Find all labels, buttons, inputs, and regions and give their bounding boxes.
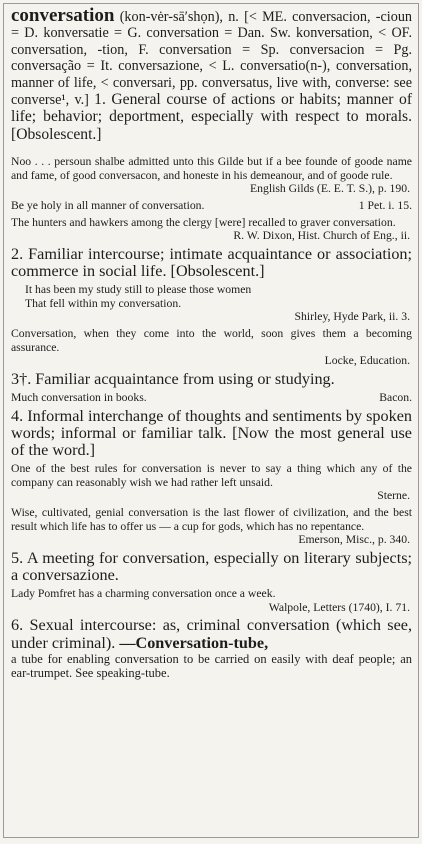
quote-2-row: [11, 199, 412, 213]
entry-header: [11, 5, 413, 143]
quote-6: Much conversation in books.: [11, 390, 147, 404]
sense-3: 3†. Familiar acquaintance from using or studying.: [11, 369, 335, 388]
quote-7-source: Sterne.: [377, 489, 410, 503]
quote-2: Be ye holy in all manner of conversation.: [11, 199, 205, 213]
quote-9-source: Walpole, Letters (1740), I. 71.: [268, 600, 410, 614]
quote-8-source: Emerson, Misc., p. 340.: [298, 533, 410, 547]
quote-3-source: R. W. Dixon, Hist. Church of Eng., ii.: [233, 229, 410, 243]
quote-1: Noo . . . persoun shalbe admitted unto this Gilde but if a bee founde of goode name and fame, of good conversacon, and honeste in his demeanour, and of goode rule.: [11, 155, 412, 182]
sense-4: 4. Informal interchange of thoughts and sentiments by spoken words; informal or familiar talk. [Now the most general use of the word.]: [11, 406, 412, 459]
quote-4-source: Shirley, Hyde Park, ii. 3.: [294, 310, 410, 324]
conversation-tube-term: —Conversation-tube,: [119, 633, 269, 652]
quote-4-line-2: That fell within my conversation.: [25, 296, 182, 310]
quote-9: Lady Pomfret has a charming conversation once a week.: [11, 587, 276, 601]
sense-1: 1. General course of actions or habits; manner of life; behavior; deportment, especially with respect to morals. [Obsolescent.]: [11, 91, 413, 143]
sense-2: 2. Familiar intercourse; intimate acquaintance or association; commerce in social life. [Obsolescent.]: [11, 244, 412, 281]
quote-4-line-1: It has been my study still to please those women: [25, 283, 252, 297]
quote-6-row: [11, 391, 412, 405]
conversation-tube-definition: a tube for enabling conversation to be carried on easily with deaf people; an ear-trumpet. See speaking-tube.: [11, 651, 412, 680]
quote-3: The hunters and hawkers among the clergy [were] recalled to graver conversation.: [11, 215, 396, 229]
sense-6: [11, 617, 412, 651]
sense-6-text: 6. Sexual intercourse: as, criminal conversation (which see, under criminal).: [11, 616, 412, 652]
quote-1-source: English Gilds (E. E. T. S.), p. 190.: [250, 182, 410, 196]
quote-7: One of the best rules for conversation is never to say a thing which any of the company can reasonably wish we had rather left unsaid.: [11, 462, 412, 489]
quote-5: Conversation, when they come into the world, soon gives them a becoming assurance.: [11, 327, 412, 354]
quote-6-source: Bacon.: [379, 390, 412, 404]
etymology: [< ME. conversacion, -cioun = D. konversatie = G. conversation = Dan. Sw. konversation, < OF. conversation, -tion, F. conversation = Sp. conversacion = Pg. conversação = It. conversazione, < L. conversatio(n-), conversation, manner of life, < conversari, pp. conversatus, live with, converse: see converse¹, v.]: [11, 9, 413, 109]
pronunciation: (kon-vėr-sā′shọn), n.: [119, 9, 239, 25]
dictionary-page: [3, 3, 419, 838]
sense-5: 5. A meeting for conversation, especially on literary subjects; a conversazione.: [11, 548, 412, 584]
quote-5-source: Locke, Education.: [324, 354, 410, 368]
quote-2-source: 1 Pet. i. 15.: [358, 199, 412, 213]
quote-8: Wise, cultivated, genial conversation is the last flower of civilization, and the best result which life has to offer us — a cup for gods, which has no repentance.: [11, 505, 412, 533]
headword: conversation: [11, 5, 115, 26]
